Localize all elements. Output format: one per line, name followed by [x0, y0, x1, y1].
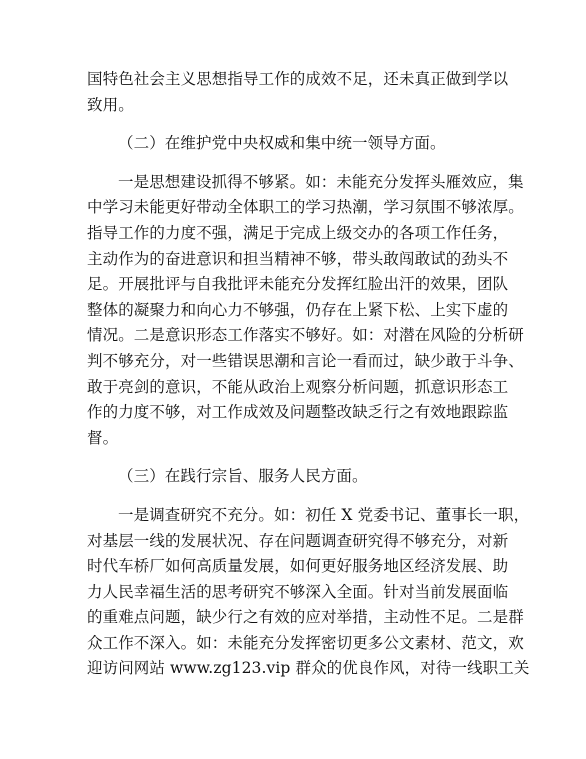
paragraph-line: 情况。二是意识形态工作落实不够好。如：对潜在风险的分析研	[87, 326, 524, 345]
section-heading: （二）在维护党中央权威和集中统一领导方面。	[118, 134, 446, 153]
paragraph-line: 一是思想建设抓得不够紧。如：未能充分发挥头雁效应，集	[118, 172, 524, 191]
paragraph-line: 主动作为的奋进意识和担当精神不够，带头敢闯敢试的劲头不	[87, 249, 509, 268]
section-heading: （三）在践行宗旨、服务人民方面。	[118, 467, 368, 486]
paragraph-line: 时代车桥厂如何高质量发展，如何更好服务地区经济发展、助	[87, 557, 509, 576]
paragraph-line: 作的力度不够，对工作成效及问题整改缺乏行之有效地跟踪监	[87, 403, 509, 422]
paragraph-line: 众工作不深入。如：未能充分发挥密切更多公文素材、范文，欢	[87, 633, 524, 652]
paragraph-line: 对基层一线的发展状况、存在问题调查研究得不够充分，对新	[87, 531, 509, 550]
paragraph-line: 判不够充分，对一些错误思潮和言论一看而过，缺少敢于斗争、	[87, 351, 524, 370]
paragraph-line: 敢于亮剑的意识，不能从政治上观察分析问题，抓意识形态工	[87, 377, 509, 396]
paragraph-line: 足。开展批评与自我批评未能充分发挥红脸出汗的效果，团队	[87, 275, 509, 294]
paragraph-line: 一是调查研究不充分。如：初任 X 党委书记、董事长一职，	[118, 505, 530, 524]
paragraph-line: 致用。	[87, 95, 134, 114]
paragraph-line: 督。	[87, 428, 119, 447]
paragraph-line: 力人民幸福生活的思考研究不够深入全面。针对当前发展面临	[87, 582, 509, 601]
paragraph-line: 国特色社会主义思想指导工作的成效不足，还未真正做到学以	[87, 70, 509, 88]
paragraph-line: 整体的凝聚力和向心力不够强，仍存在上紧下松、上实下虚的	[87, 300, 509, 319]
paragraph-line: 指导工作的力度不强，满足于完成上级交办的各项工作任务，	[87, 223, 509, 242]
paragraph-line: 的重难点问题，缺少行之有效的应对举措，主动性不足。二是群	[87, 608, 524, 627]
document-body	[87, 67, 530, 682]
paragraph-line: 迎访问网站 www.zg123.vip 群众的优良作风，对待一线职工关	[87, 659, 530, 678]
paragraph-line: 中学习未能更好带动全体职工的学习热潮，学习氛围不够浓厚。	[87, 198, 524, 217]
